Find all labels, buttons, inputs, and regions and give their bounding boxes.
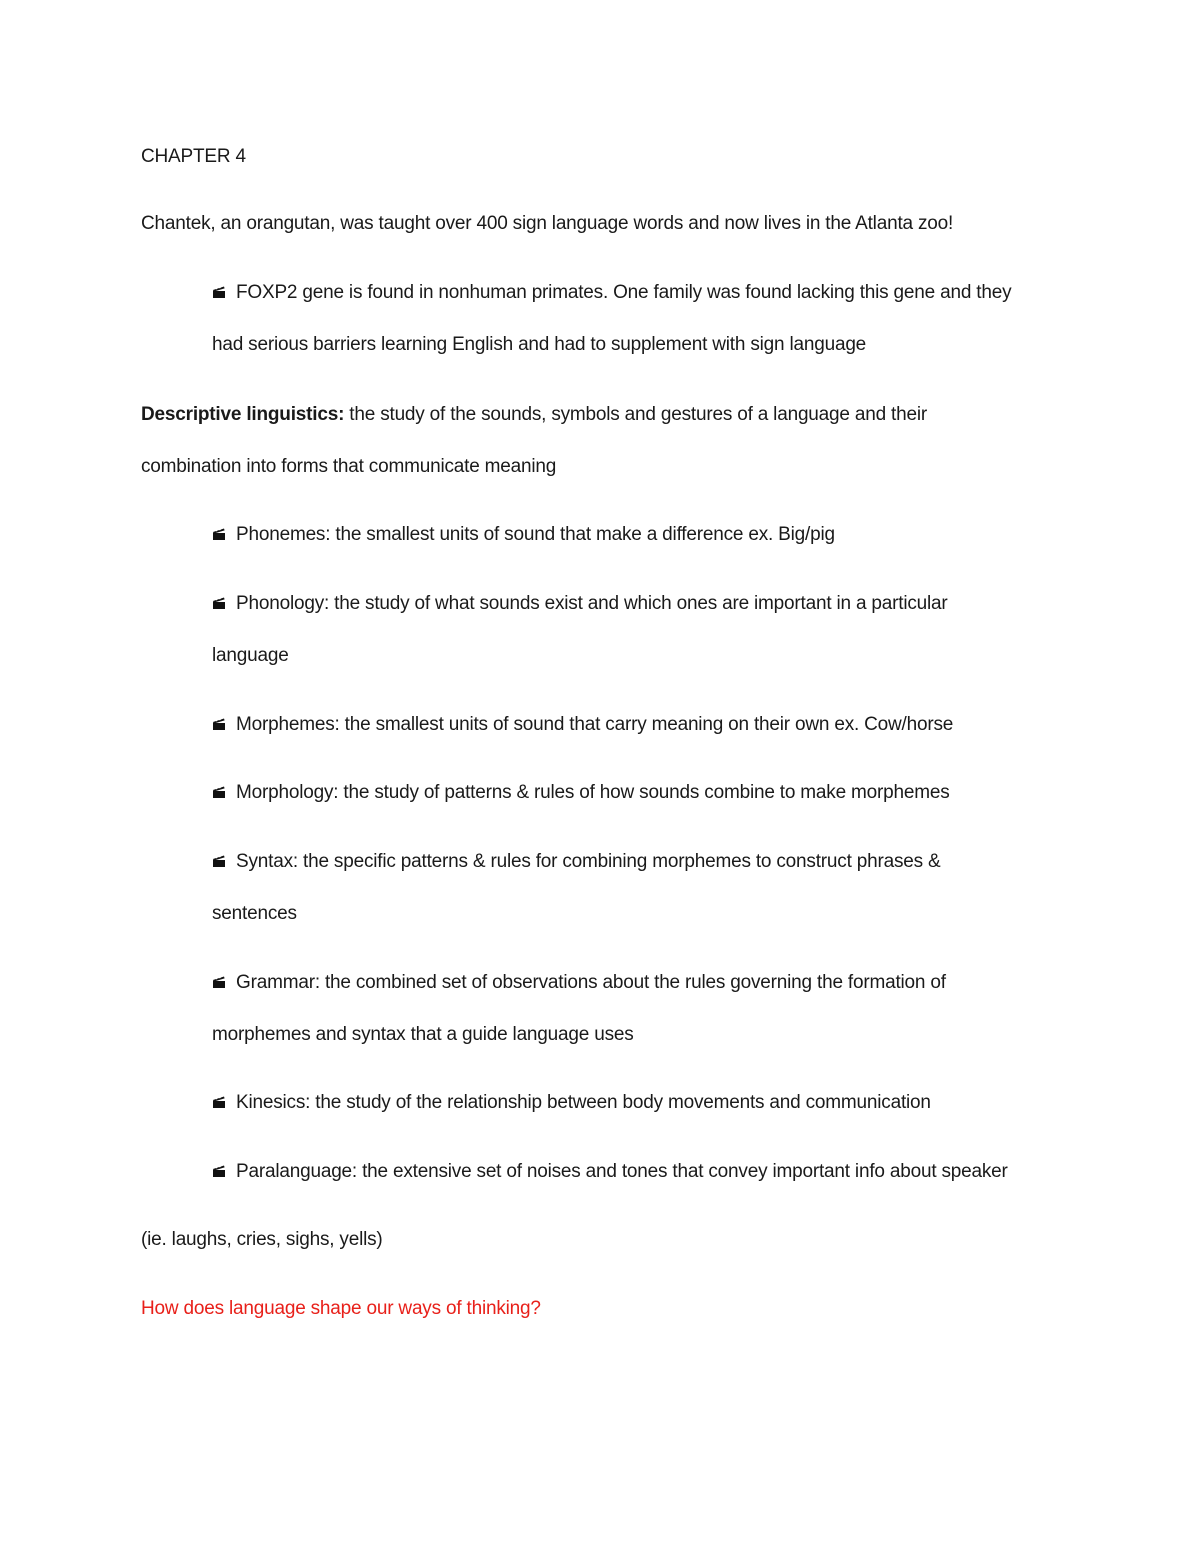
foxp2-text-continued: had serious barriers learning English and had to supplement with sign language — [212, 334, 867, 355]
list-item-foxp2 — [212, 281, 1011, 305]
clapperboard-icon — [212, 597, 226, 610]
clapperboard-icon — [212, 786, 226, 799]
list-item-morphology — [212, 781, 950, 805]
list-item-kinesics — [212, 1091, 931, 1115]
phonology-text: Phonology: the study of what sounds exist and which ones are important in a particular — [236, 593, 948, 614]
clapperboard-icon — [212, 286, 226, 299]
clapperboard-icon — [212, 855, 226, 868]
clapperboard-icon — [212, 528, 226, 541]
morphemes-text: Morphemes: the smallest units of sound that carry meaning on their own ex. Cow/horse — [236, 714, 954, 735]
kinesics-text: Kinesics: the study of the relationship between body movements and communication — [236, 1092, 931, 1113]
definition-text-continued: combination into forms that communicate meaning — [141, 456, 557, 477]
list-item-morphemes — [212, 713, 953, 737]
grammar-text-continued: morphemes and syntax that a guide language uses — [212, 1024, 634, 1045]
list-item-phonology — [212, 592, 948, 616]
clapperboard-icon — [212, 718, 226, 731]
chapter-heading: CHAPTER 4 — [141, 146, 246, 167]
intro-paragraph: Chantek, an orangutan, was taught over 400 sign language words and now lives in the Atlanta zoo! — [141, 213, 954, 234]
syntax-text: Syntax: the specific patterns & rules for combining morphemes to construct phrases & — [236, 851, 941, 872]
list-item-phonemes — [212, 523, 835, 547]
list-item-grammar — [212, 971, 946, 995]
list-item-paralanguage — [212, 1160, 1008, 1184]
clapperboard-icon — [212, 1165, 226, 1178]
phonology-text-continued: language — [212, 645, 289, 666]
list-item-syntax — [212, 850, 940, 874]
clapperboard-icon — [212, 976, 226, 989]
foxp2-text: FOXP2 gene is found in nonhuman primates. One family was found lacking this gene and they — [236, 282, 1012, 303]
paralanguage-text-continued: (ie. laughs, cries, sighs, yells) — [141, 1229, 383, 1250]
phonemes-text: Phonemes: the smallest units of sound that make a difference ex. Big/pig — [236, 524, 835, 545]
term-descriptive-linguistics: Descriptive linguistics: — [141, 404, 345, 425]
discussion-question: How does language shape our ways of thinking? — [141, 1298, 541, 1319]
descriptive-linguistics-definition — [141, 403, 927, 427]
morphology-text: Morphology: the study of patterns & rules of how sounds combine to make morphemes — [236, 782, 950, 803]
syntax-text-continued: sentences — [212, 903, 297, 924]
definition-text: the study of the sounds, symbols and gestures of a language and their — [344, 404, 927, 425]
paralanguage-text: Paralanguage: the extensive set of noises and tones that convey important info about speaker — [236, 1161, 1008, 1182]
grammar-text: Grammar: the combined set of observations about the rules governing the formation of — [236, 972, 946, 993]
clapperboard-icon — [212, 1096, 226, 1109]
